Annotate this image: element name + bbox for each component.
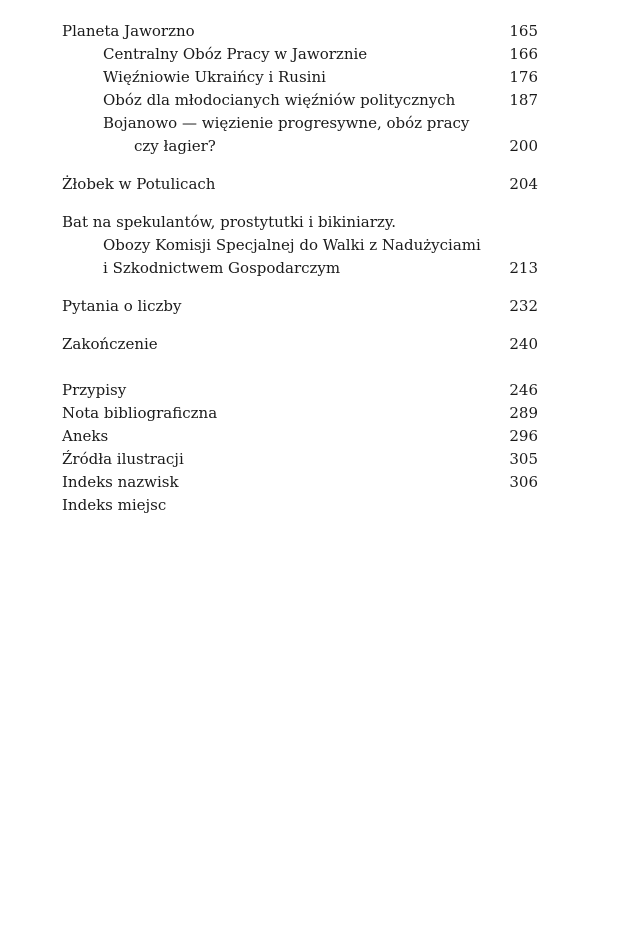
section-spacer bbox=[62, 280, 538, 295]
toc-entry-title: Zakończenie bbox=[62, 335, 158, 353]
toc-entry bbox=[62, 425, 538, 448]
toc-entry bbox=[62, 211, 538, 234]
toc-entry-page: 187 bbox=[509, 91, 538, 109]
toc-entry bbox=[62, 494, 538, 517]
toc-entry bbox=[62, 295, 538, 318]
toc-entry-page: 232 bbox=[509, 297, 538, 315]
toc-entry bbox=[62, 257, 538, 280]
toc-entry-title: Obóz dla młodocianych więźniów politycznych bbox=[103, 91, 456, 109]
toc-entry-page: 246 bbox=[509, 381, 538, 399]
toc-entry bbox=[62, 234, 538, 257]
toc-entry bbox=[62, 135, 538, 158]
toc-entry bbox=[62, 379, 538, 402]
toc-entry-title: Indeks miejsc bbox=[62, 496, 167, 514]
toc-entry bbox=[62, 333, 538, 356]
toc-entry-title: Źródła ilustracji bbox=[62, 450, 184, 468]
toc-entry-title: Bojanowo — więzienie progresywne, obóz pracy bbox=[103, 114, 470, 132]
section-spacer bbox=[62, 158, 538, 173]
section-spacer bbox=[62, 356, 538, 379]
toc-entry-title: i Szkodnictwem Gospodarczym bbox=[103, 259, 341, 277]
toc-entry-page: 165 bbox=[509, 22, 538, 40]
toc-entry bbox=[62, 402, 538, 425]
toc-entry-title: Obozy Komisji Specjalnej do Walki z Nadużyciami bbox=[103, 236, 481, 254]
toc-entry bbox=[62, 173, 538, 196]
toc-entry-page: 306 bbox=[509, 473, 538, 491]
section-spacer bbox=[62, 196, 538, 211]
table-of-contents bbox=[62, 20, 538, 517]
toc-entry-title: Przypisy bbox=[62, 381, 127, 399]
toc-entry bbox=[62, 66, 538, 89]
toc-entry-page: 204 bbox=[509, 175, 538, 193]
toc-entry bbox=[62, 112, 538, 135]
toc-entry-page: 305 bbox=[509, 450, 538, 468]
toc-entry-page: 176 bbox=[509, 68, 538, 86]
toc-entry-title: Aneks bbox=[62, 427, 109, 445]
toc-entry bbox=[62, 448, 538, 471]
toc-entry-title: Nota bibliograficzna bbox=[62, 404, 218, 422]
section-spacer bbox=[62, 318, 538, 333]
toc-entry-title: Więźniowie Ukraińcy i Rusini bbox=[103, 68, 326, 86]
toc-entry-page: 289 bbox=[509, 404, 538, 422]
toc-entry-title: Indeks nazwisk bbox=[62, 473, 179, 491]
toc-entry-page: 240 bbox=[509, 335, 538, 353]
toc-entry bbox=[62, 89, 538, 112]
toc-entry-title: Centralny Obóz Pracy w Jaworznie bbox=[103, 45, 368, 63]
toc-entry bbox=[62, 43, 538, 66]
toc-entry-title: czy łagier? bbox=[134, 137, 216, 155]
toc-entry-title: Planeta Jaworzno bbox=[62, 22, 195, 40]
toc-entry-title: Bat na spekulantów, prostytutki i bikiniarzy. bbox=[62, 213, 397, 231]
toc-entry-page: 166 bbox=[509, 45, 538, 63]
toc-entry-title: Żłobek w Potulicach bbox=[62, 175, 216, 193]
toc-entry bbox=[62, 20, 538, 43]
toc-entry-page: 213 bbox=[509, 259, 538, 277]
toc-entry-title: Pytania o liczby bbox=[62, 297, 182, 315]
toc-entry-page: 296 bbox=[509, 427, 538, 445]
toc-entry bbox=[62, 471, 538, 494]
toc-entry-page: 200 bbox=[509, 137, 538, 155]
